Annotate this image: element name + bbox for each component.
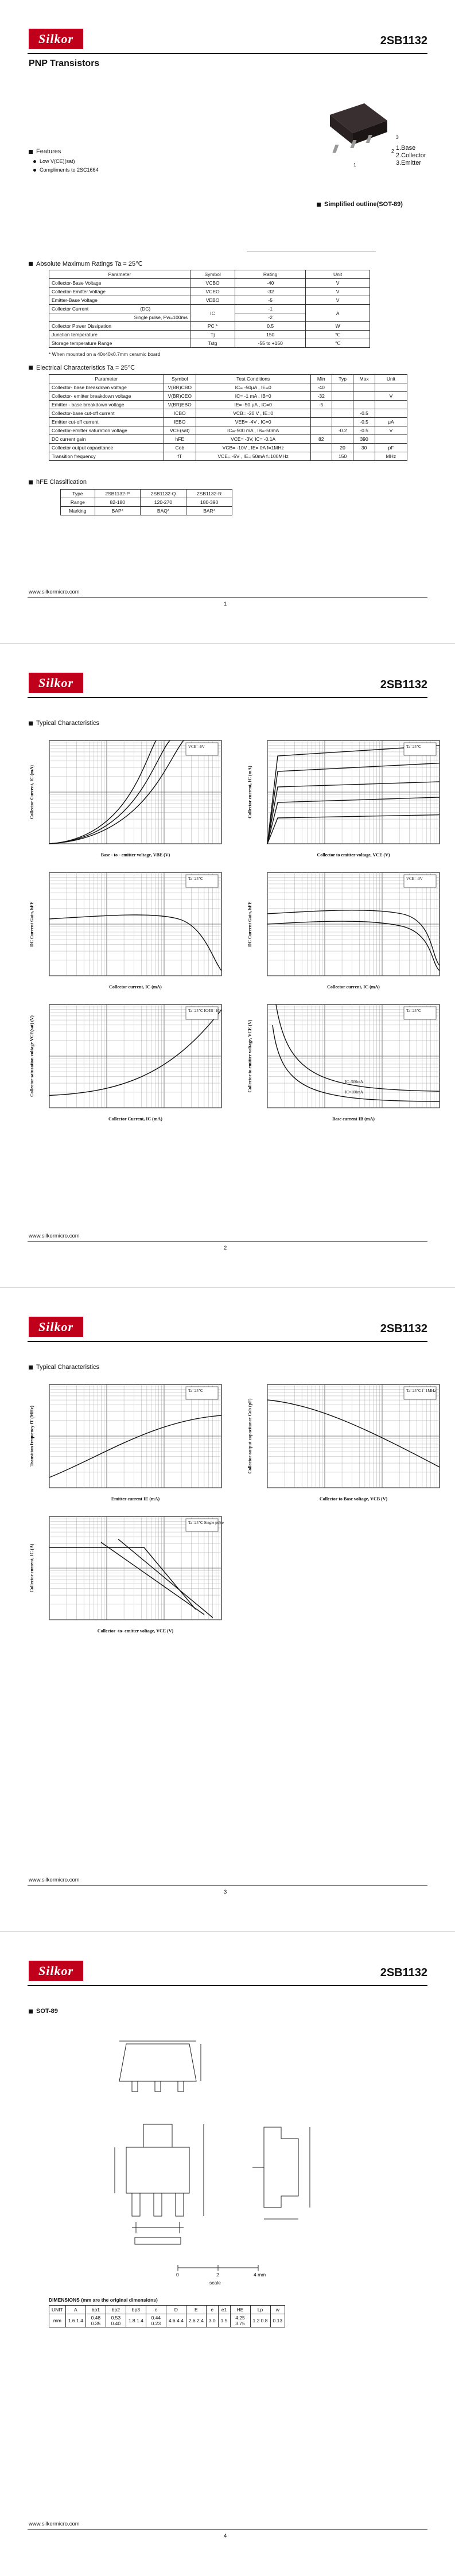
cell: Junction temperature [49, 331, 190, 339]
cell: VCBO [190, 279, 235, 288]
cell: 2SB1132-R [186, 490, 232, 498]
cell: IC [190, 305, 235, 322]
chart-svg [241, 1380, 445, 1506]
cell: MHz [375, 452, 407, 461]
cell: IC= -1 mA , IB=0 [196, 392, 310, 401]
table-row [49, 426, 407, 435]
table-row [61, 498, 232, 507]
header-cell: UNIT [49, 2306, 66, 2314]
header-rule [28, 1341, 427, 1342]
cell: 0.48 0.35 [85, 2314, 106, 2327]
footer-url[interactable]: www.silkormicro.com [29, 1877, 80, 1883]
header-cell: Max [353, 375, 375, 383]
header-cell: w [270, 2306, 285, 2314]
cell [310, 426, 332, 435]
part-number: 2SB1132 [380, 34, 427, 47]
page-title: PNP Transistors [29, 59, 100, 68]
cell: IC=-500 mA , IB=-50mA [196, 426, 310, 435]
pin-2-label: 2.Collector [396, 152, 426, 159]
table-row [49, 2314, 285, 2327]
abs-max-heading: Absolute Maximum Ratings Ta = 25℃ [29, 260, 143, 267]
cell: fT [164, 452, 196, 461]
table-row [61, 490, 232, 498]
header-cell: bp3 [126, 2306, 146, 2314]
table-row [61, 507, 232, 515]
legend-text: Ta=25℃ [188, 876, 203, 881]
cell [332, 409, 353, 418]
y-axis-label: DC Current Gain, hFE [247, 901, 252, 947]
cell: Emitter cut-off current [49, 418, 164, 426]
y-axis-label: Transition frequency fT (MHz) [29, 1406, 34, 1467]
header-cell: E [186, 2306, 206, 2314]
cell: V [306, 288, 370, 296]
table-row [49, 409, 407, 418]
y-axis-label: Collector current, IC (A) [29, 1543, 34, 1593]
cell: Type [61, 490, 95, 498]
cell: 4.25 3.75 [230, 2314, 250, 2327]
cell: VCEO [190, 288, 235, 296]
cell [375, 401, 407, 409]
cell: Collector output capacitance [49, 444, 164, 452]
brand-logo: Silkor [29, 673, 83, 693]
header-rule [28, 1985, 427, 1986]
feature-item: Low V(CE)(sat) [33, 158, 75, 164]
chart-c3 [23, 868, 227, 997]
pin-1-label: 1.Base [396, 145, 416, 152]
cell: W [306, 322, 370, 331]
scale-label-2: 2 [216, 2272, 219, 2278]
hfe-table [60, 489, 232, 515]
table-row [49, 331, 370, 339]
features-heading: Features [29, 148, 61, 155]
cell: -0.2 [332, 426, 353, 435]
header-cell: A [65, 2306, 85, 2314]
cell: BAQ* [140, 507, 186, 515]
pin-number-1: 1 [353, 162, 356, 168]
cell: 180-390 [186, 498, 232, 507]
cell: Tstg [190, 339, 235, 348]
cell [375, 383, 407, 392]
cell: 82 [310, 435, 332, 444]
cell: V [306, 296, 370, 305]
chart-c9 [23, 1512, 227, 1641]
x-axis-label: Emitter current IE (mA) [111, 1496, 160, 1502]
header-cell: bp2 [106, 2306, 126, 2314]
header-cell: Typ [332, 375, 353, 383]
cell: IC= -50μA , IE=0 [196, 383, 310, 392]
cell: pF [375, 444, 407, 452]
header-cell: Rating [235, 270, 306, 279]
cell: V [375, 392, 407, 401]
chart-svg [23, 1512, 227, 1638]
x-axis-label: Collector -to- emitter voltage, VCE (V) [97, 1628, 174, 1634]
cell: VCB= -20 V , IE=0 [196, 409, 310, 418]
page-1 [0, 0, 455, 644]
legend-text: VCE=-6V [188, 744, 205, 749]
cell [310, 444, 332, 452]
table-row [49, 305, 370, 313]
electrical-heading: Electrical Characteristics Ta = 25℃ [29, 364, 135, 371]
typical-heading: Typical Characteristics [29, 1364, 99, 1371]
cell: Collector- emitter breakdown voltage [49, 392, 164, 401]
part-number: 2SB1132 [380, 1966, 427, 1979]
page-2 [0, 644, 455, 1288]
dimensions-caption: DIMENSIONS (mm are the original dimensions) [49, 2297, 158, 2303]
cell: VEBO [190, 296, 235, 305]
cell [353, 452, 375, 461]
table-row [49, 288, 370, 296]
cell: V [375, 426, 407, 435]
cell: Transition frequency [49, 452, 164, 461]
cell: 120-270 [140, 498, 186, 507]
bullet-dot [33, 169, 36, 172]
x-axis-label: Base current IB (mA) [332, 1116, 375, 1122]
table-row [49, 392, 407, 401]
cell: Collector-Base Voltage [49, 279, 190, 288]
cell: Marking [61, 507, 95, 515]
cell [375, 435, 407, 444]
table-row [49, 339, 370, 348]
cell: 1.2 0.8 [250, 2314, 270, 2327]
chart-svg [23, 1000, 227, 1126]
cell: 20 [332, 444, 353, 452]
legend-text: Ta=25℃ [406, 744, 421, 749]
header-cell: D [166, 2306, 186, 2314]
cell: 2SB1132-P [95, 490, 140, 498]
header-cell: c [146, 2306, 166, 2314]
typical-heading: Typical Characteristics [29, 720, 99, 727]
cell: VCE= -5V , IE= 50mA f=100MHz [196, 452, 310, 461]
header-cell: Unit [375, 375, 407, 383]
cell: BAR* [186, 507, 232, 515]
cell: 1.8 1.4 [126, 2314, 146, 2327]
cell [310, 452, 332, 461]
header-cell: Lp [250, 2306, 270, 2314]
cell: PC * [190, 322, 235, 331]
page-number: 3 [224, 1889, 227, 1895]
chart-svg [241, 1000, 445, 1126]
cell: Tj [190, 331, 235, 339]
page-number: 4 [224, 2533, 227, 2539]
pin-list [396, 145, 426, 167]
part-number: 2SB1132 [380, 678, 427, 691]
cell: 3.0 [206, 2314, 218, 2327]
x-axis-label: Collector to Base voltage, VCB (V) [319, 1496, 388, 1502]
x-axis-label: Base - to - emitter voltage, VBE (V) [100, 852, 170, 858]
y-axis-label: Collector to emitter voltage, VCE (V) [247, 1019, 252, 1093]
chart-svg [23, 868, 227, 994]
cell: ℃ [306, 339, 370, 348]
header-cell: e [206, 2306, 218, 2314]
header-cell: bp1 [85, 2306, 106, 2314]
page-4 [0, 1932, 455, 2576]
cell: -40 [235, 279, 306, 288]
chart-c2 [241, 736, 445, 865]
y-axis-label: Collector Current, IC (mA) [29, 765, 34, 819]
cell: 82-180 [95, 498, 140, 507]
cell: V(BR)CBO [164, 383, 196, 392]
chart-svg [241, 736, 445, 862]
chart-svg [23, 736, 227, 862]
cell: hFE [164, 435, 196, 444]
cell [353, 392, 375, 401]
abs-max-table [49, 270, 370, 348]
bullet-square [29, 150, 33, 154]
header-cell: Test Conditions [196, 375, 310, 383]
cell [332, 383, 353, 392]
table-row [49, 296, 370, 305]
cell: 0.44 0.23 [146, 2314, 166, 2327]
cell: Range [61, 498, 95, 507]
legend-text: Ta=25℃ [406, 1008, 421, 1013]
pin-number-2: 2 [391, 148, 394, 154]
brand-logo: Silkor [29, 29, 83, 49]
chart-svg [241, 868, 445, 994]
pin-3-label: 3.Emitter [396, 160, 422, 166]
cell: -2 [235, 313, 306, 322]
cell: IE= -50 μA , IC=0 [196, 401, 310, 409]
y-axis-label: Collector current, IC (mA) [247, 766, 252, 818]
cell: Single pulse, Pw=100ms [49, 313, 190, 322]
chart-c4 [241, 868, 445, 997]
cell [332, 392, 353, 401]
header-cell: HE [230, 2306, 250, 2314]
table-row [49, 322, 370, 331]
cell: μA [375, 418, 407, 426]
annotation: IC=100mA [345, 1089, 363, 1095]
cell: Storage temperature Range [49, 339, 190, 348]
table-row [49, 444, 407, 452]
cell: A [306, 305, 370, 322]
legend-text: VCE=-3V [406, 876, 423, 881]
header-cell: Parameter [49, 270, 190, 279]
cell [375, 409, 407, 418]
table-row [49, 279, 370, 288]
part-number: 2SB1132 [380, 1322, 427, 1335]
cell: 0.53 0.40 [106, 2314, 126, 2327]
scale-label-0: 0 [176, 2272, 179, 2278]
annotation: IC=500mA [345, 1079, 363, 1084]
table-row [49, 401, 407, 409]
cell: Cob [164, 444, 196, 452]
header-cell: e1 [218, 2306, 230, 2314]
legend-text: Ta=25℃ Single pulse [188, 1520, 224, 1525]
chart-c5 [23, 1000, 227, 1129]
cell: Emitter - base breakdown voltage [49, 401, 164, 409]
cell: -0.5 [353, 409, 375, 418]
cell: VCB= -10V , IE= 0A f=1MHz [196, 444, 310, 452]
cell: V [306, 279, 370, 288]
footer-url[interactable]: www.silkormicro.com [29, 1233, 80, 1239]
header-cell: Parameter [49, 375, 164, 383]
hfe-heading: hFE Classification [29, 479, 87, 486]
bullet-square [317, 203, 321, 207]
cell: 2.6 2.4 [186, 2314, 206, 2327]
package-heading: SOT-89 [29, 2008, 58, 2015]
cell: 390 [353, 435, 375, 444]
cell: V(BR)EBO [164, 401, 196, 409]
cell: -0.5 [353, 418, 375, 426]
bullet-square [29, 2009, 33, 2014]
cell: ℃ [306, 331, 370, 339]
x-axis-label: Collector Current, IC (mA) [108, 1116, 162, 1122]
cell: IEBO [164, 418, 196, 426]
feature-item: Compliments to 2SC1664 [33, 167, 99, 173]
table-row [49, 418, 407, 426]
cell: mm [49, 2314, 66, 2327]
y-axis-label: Collector output capacitance Cob (pF) [247, 1398, 252, 1474]
cell: 1.6 1.4 [65, 2314, 85, 2327]
bullet-square [29, 1365, 33, 1370]
y-axis-label: Collector saturation voltage VCE(sat) (V) [29, 1015, 34, 1097]
cell: 4.6 4.4 [166, 2314, 186, 2327]
cell [353, 401, 375, 409]
page-3 [0, 1288, 455, 1932]
legend-text: Ta=25℃ IC/IB=10 [188, 1008, 220, 1013]
page-number: 1 [224, 601, 227, 607]
cell: 2SB1132-Q [140, 490, 186, 498]
cell: VCE(sat) [164, 426, 196, 435]
bullet-square [29, 262, 33, 266]
header-rule [28, 53, 427, 54]
outline-caption: Simplified outline(SOT-89) [317, 201, 403, 208]
cell: 30 [353, 444, 375, 452]
cell: 1.5 [218, 2314, 230, 2327]
footer-url[interactable]: www.silkormicro.com [29, 2521, 80, 2527]
bullet-square [29, 721, 33, 726]
header-cell: Symbol [164, 375, 196, 383]
x-axis-label: Collector current, IC (mA) [109, 984, 162, 990]
cell: VCE= -3V, IC= -0.1A [196, 435, 310, 444]
table-header-row [49, 270, 370, 279]
package-image [321, 92, 396, 172]
x-axis-label: Collector current, IC (mA) [327, 984, 380, 990]
table-row [49, 452, 407, 461]
legend-text: Ta=25℃ [188, 1388, 203, 1393]
cell: DC current gain [49, 435, 164, 444]
cell: 0.13 [270, 2314, 285, 2327]
cell: -55 to +150 [235, 339, 306, 348]
cell: -1 [235, 305, 306, 313]
brand-logo: Silkor [29, 1961, 83, 1981]
bullet-square [29, 480, 33, 484]
pin-number-3: 3 [396, 134, 399, 140]
cell: Collector-Emitter Voltage [49, 288, 190, 296]
cell [310, 418, 332, 426]
chart-c1 [23, 736, 227, 865]
dimensions-table [49, 2305, 285, 2327]
header-cell: Min [310, 375, 332, 383]
header-rule [28, 697, 427, 698]
cell [332, 418, 353, 426]
cell: Emitter-Base Voltage [49, 296, 190, 305]
bullet-square [29, 366, 33, 370]
page-number: 2 [224, 1245, 227, 1251]
cell: Collector-emitter saturation voltage [49, 426, 164, 435]
cell: -32 [310, 392, 332, 401]
cell: BAP* [95, 507, 140, 515]
cell: -5 [310, 401, 332, 409]
chart-c7 [23, 1380, 227, 1509]
table-row [49, 435, 407, 444]
chart-c6 [241, 1000, 445, 1129]
cell: -40 [310, 383, 332, 392]
scale-caption: scale [209, 2280, 221, 2286]
abs-max-note: * When mounted on a 40x40x0.7mm ceramic board [49, 351, 161, 357]
cell: VEB= -4V , IC=0 [196, 418, 310, 426]
cell: -5 [235, 296, 306, 305]
cell: Collector Power Dissipation [49, 322, 190, 331]
table-row [49, 383, 407, 392]
cell: ICBO [164, 409, 196, 418]
cell [332, 401, 353, 409]
cell: Collector Current (DC) [49, 305, 190, 313]
cell: -0.5 [353, 426, 375, 435]
header-cell: Symbol [190, 270, 235, 279]
cell: -32 [235, 288, 306, 296]
legend-text: Ta=25℃ f=1MHz [406, 1388, 436, 1393]
chart-svg [23, 1380, 227, 1506]
cell: 0.5 [235, 322, 306, 331]
cell: Collector-base cut-off current [49, 409, 164, 418]
x-axis-label: Collector to emitter voltage, VCE (V) [317, 852, 390, 858]
bullet-dot [33, 160, 36, 163]
header-cell: Unit [306, 270, 370, 279]
package-outline-drawing [92, 2024, 379, 2294]
cell: 150 [332, 452, 353, 461]
footer-url[interactable]: www.silkormicro.com [29, 589, 80, 595]
electrical-table [49, 374, 407, 461]
chart-c8 [241, 1380, 445, 1509]
cell [353, 383, 375, 392]
cell: V(BR)CEO [164, 392, 196, 401]
y-axis-label: DC Current Gain, hFE [29, 901, 34, 947]
cell: Collector- base breakdown voltage [49, 383, 164, 392]
brand-logo: Silkor [29, 1317, 83, 1337]
cell [310, 409, 332, 418]
table-header-row [49, 375, 407, 383]
scale-label-4: 4 mm [254, 2272, 266, 2278]
cell [332, 435, 353, 444]
cell: 150 [235, 331, 306, 339]
table-header-row [49, 2306, 285, 2314]
